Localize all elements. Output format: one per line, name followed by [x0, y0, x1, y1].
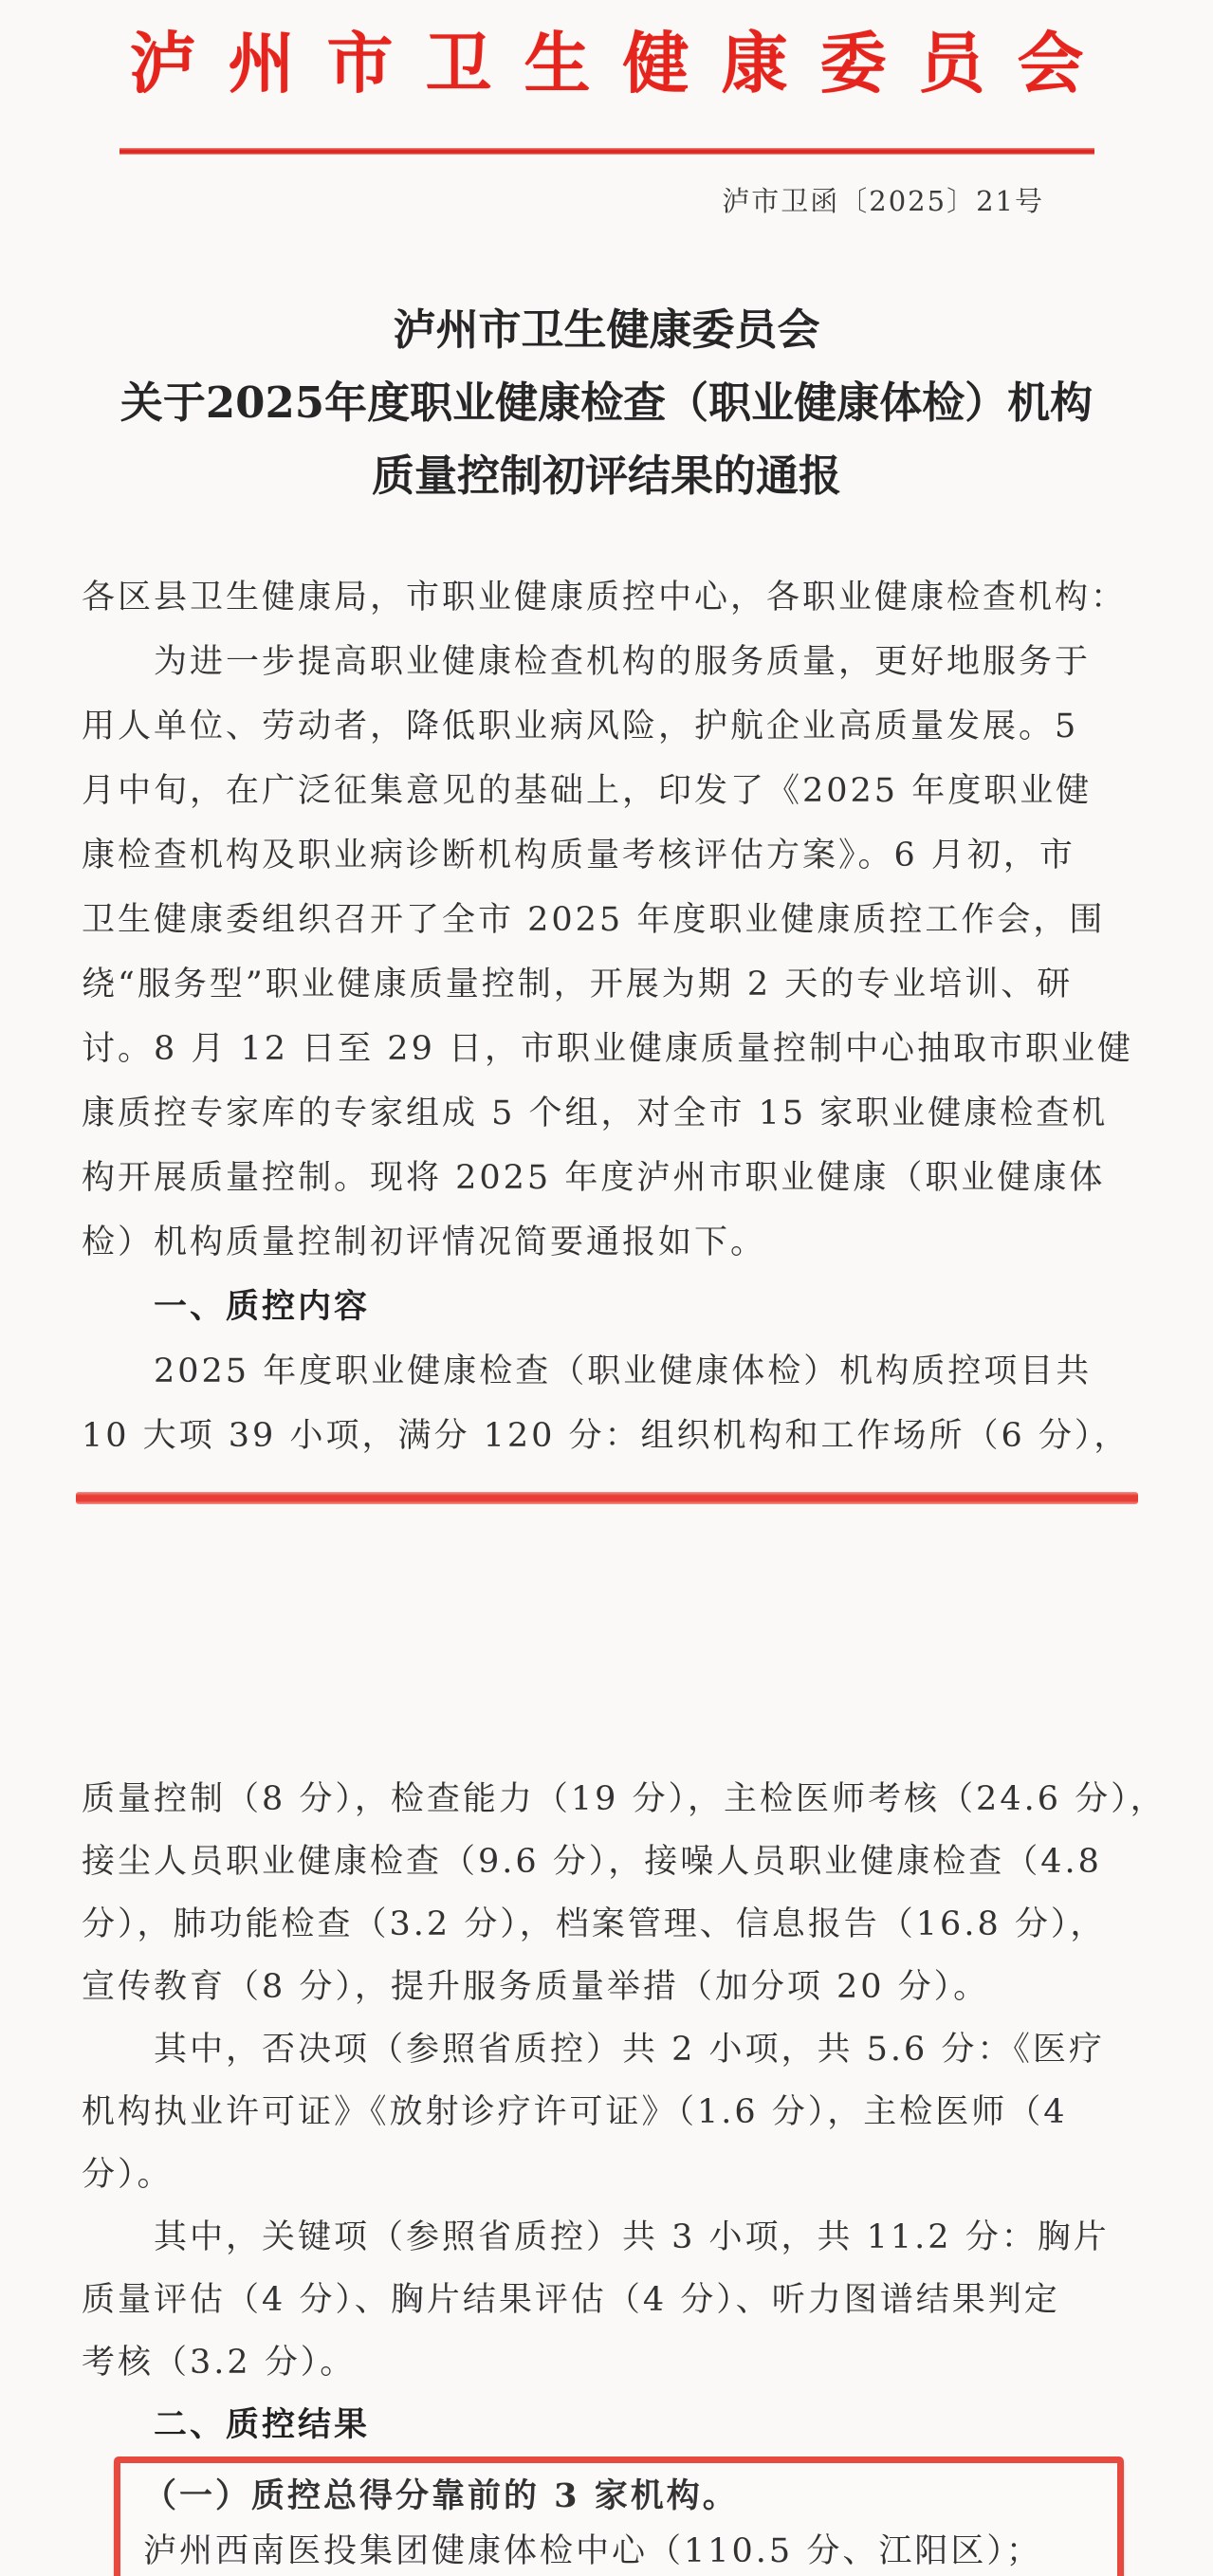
- text-line: 质量评估（4 分）、胸片结果评估（4 分）、听力图谱结果判定: [82, 2281, 1060, 2319]
- body-page-2: [0, 1768, 1213, 2576]
- text-line: 为进一步提高职业健康检查机构的服务质量，更好地服务于: [82, 643, 1092, 681]
- document-title-line: 质量控制初评结果的通报: [371, 451, 841, 501]
- document-title: [0, 293, 1213, 512]
- paragraph-qc-items-continued: [82, 1768, 1167, 2018]
- page-break-red-separator: [76, 1492, 1138, 1504]
- text-line: 机构执业许可证》《放射诊疗许可证》（1.6 分），主检医师（4: [82, 2093, 1068, 2131]
- letterhead-red-rule: [119, 148, 1094, 155]
- salutation: 各区县卫生健康局，市职业健康质控中心，各职业健康检查机构：: [82, 579, 1128, 616]
- text-line: 2025 年度职业健康检查（职业健康体检）机构质控项目共: [82, 1352, 1093, 1390]
- text-line: 考核（3.2 分）。: [82, 2344, 357, 2382]
- section-heading-1: 一、质控内容: [82, 1287, 371, 1326]
- text-line: 其中，关键项（参照省质控）共 3 小项，共 11.2 分：胸片: [82, 2218, 1110, 2256]
- text-line: 10 大项 39 小项，满分 120 分：组织机构和工作场所（6 分），: [82, 1417, 1130, 1455]
- paragraph-intro: [82, 630, 1133, 1275]
- text-line: 分）。: [82, 2156, 174, 2194]
- body-page-1: [0, 565, 1213, 1468]
- text-line: 月中旬，在广泛征集意见的基础上，印发了《2025 年度职业健: [82, 772, 1093, 810]
- highlight-box-institution-entry: 泸州西南医投集团健康体检中心（110.5 分、江阳区）；: [143, 2532, 1042, 2570]
- text-line: 质量控制（8 分），检查能力（19 分），主检医师考核（24.6 分），: [82, 1780, 1167, 1818]
- letterhead-agency-title: 泸州市卫生健康委员会: [129, 24, 1116, 102]
- text-line: 其中，否决项（参照省质控）共 2 小项，共 5.6 分：《医疗: [82, 2031, 1105, 2069]
- text-line: 用人单位、劳动者，降低职业病风险，护航企业高质量发展。5: [82, 708, 1079, 745]
- highlight-box-top-institutions: [114, 2456, 1124, 2576]
- text-line: 构开展质量控制。现将 2025 年度泸州市职业健康（职业健康体: [82, 1159, 1106, 1197]
- text-line: 宣传教育（8 分），提升服务质量举措（加分项 20 分）。: [82, 1968, 990, 2006]
- document-number: 泸市卫函〔2025〕21号: [722, 185, 1044, 217]
- text-line: 检）机构质量控制初评情况简要通报如下。: [82, 1224, 767, 1261]
- text-line: 接尘人员职业健康检查（9.6 分），接噪人员职业健康检查（4.8: [82, 1843, 1102, 1881]
- paragraph-veto-items: [82, 2018, 1133, 2206]
- text-line: 康检查机构及职业病诊断机构质量考核评估方案》。6 月初，市: [82, 837, 1075, 874]
- text-line: 讨。8 月 12 日至 29 日，市职业健康质量控制中心抽取市职业健: [82, 1030, 1133, 1068]
- highlight-box-subheading: （一）质控总得分靠前的 3 家机构。: [143, 2476, 739, 2515]
- section-heading-2: 二、质控结果: [82, 2405, 371, 2444]
- text-line: 康质控专家库的专家组成 5 个组，对全市 15 家职业健康检查机: [82, 1095, 1109, 1132]
- document-title-line: 关于2025年度职业健康检查（职业健康体检）机构: [119, 377, 1094, 428]
- text-line: 分），肺功能检查（3.2 分），档案管理、信息报告（16.8 分），: [82, 1905, 1107, 1943]
- paragraph-key-items: [82, 2206, 1133, 2394]
- paragraph-qc-items: [82, 1339, 1133, 1468]
- text-line: 卫生健康委组织召开了全市 2025 年度职业健康质控工作会，围: [82, 901, 1106, 939]
- text-line: 绕“服务型”职业健康质量控制，开展为期 2 天的专业培训、研: [82, 966, 1074, 1003]
- document-title-line: 泸州市卫生健康委员会: [393, 304, 820, 355]
